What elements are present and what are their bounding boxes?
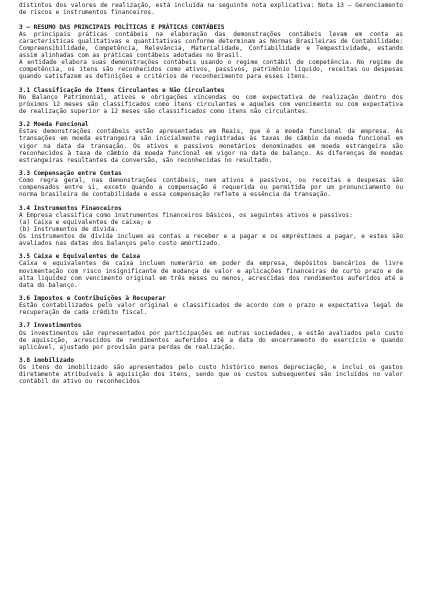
section-3-heading: 3 – RESUMO DAS PRINCIPAIS POLÍTICAS E PRÁTICAS CONTÁBEIS bbox=[19, 23, 225, 31]
section-3-4-heading: 3.4 Instrumentos Financeiros bbox=[19, 204, 122, 212]
section-3-4-paragraph-1: A Empresa classifica como instrumentos financeiros básicos, os seguintes ativos e passivos: bbox=[19, 211, 353, 219]
section-3-3-heading: 3.3 Compensação entre Contas bbox=[19, 170, 122, 178]
section-3-paragraph-2: A entidade elabora suas demonstrações contábeis usando o regime contábil de competência. No regime de competência, os itens são reconhecidos como ativos, passivos, patrimônio líquido, receitas ou despesas quando satisfazem as definições e critérios de reconhecimento para esses itens. bbox=[19, 59, 403, 81]
section-3-2-heading: 3.2 Moeda Funcional bbox=[19, 121, 89, 129]
section-3-2-paragraph: Estas demonstrações contábeis estão apresentadas em Reais, que é a moeda funcional da empresa. As transações em moeda estrangeira são inicialmente registradas às taxas de câmbio da moeda funcional em vigor na data da transação. Os ativos e passivos monetários denominados em moeda estrangeira são reconhecidos à taxa de câmbio da moeda funcional em vigor na data de balanço. As diferenças de moedas estrangeiras resultantes da conversão, são reconhecidas no resultado. bbox=[19, 128, 403, 164]
section-3-8-heading: 3.8 imobilizado bbox=[19, 357, 75, 365]
section-3-4-paragraph-2: Os instrumentos de dívida incluem as contas a receber e a pagar e os empréstimos a pagar, e estes são avaliados nas datas dos balanços pelo custo amortizado. bbox=[19, 232, 403, 248]
section-3-4-list-item-a: (a) Caixa e equivalentes de caixa; e bbox=[19, 218, 152, 226]
section-3-paragraph-1: As principais práticas contábeis na elaboração das demonstrações contábeis levam em conta as características qualitativas e quantitativas conforme determinam as Normas Brasileiras de Contabilidade: Compreensibilidade, Competência, Relevância, Materialidade, Confiabilidade e Tempestividade, estando assim alinhadas com as práticas contábeis adotadas no Brasil. bbox=[19, 30, 403, 60]
section-3-4-list-item-b: (b) Instrumentos de dívida. bbox=[19, 225, 119, 233]
section-3-6-paragraph: Estão contabilizados pelo valor original e classificados de acordo com o prazo e expectativa legal de recuperação de cada crédito fiscal. bbox=[19, 302, 403, 317]
note-13-reference: distintos dos valores de realização, está incluída na seguinte nota explicativa: Nota 13 – Gerenciamento de riscos e instrumentos financeiros. bbox=[19, 2, 403, 17]
section-3-7-heading: 3.7 Investimentos bbox=[19, 322, 82, 330]
section-3-6-heading: 3.6 Impostos e Contribuições à Recuperar bbox=[19, 295, 166, 302]
section-3-1-paragraph: No Balanço Patrimonial, ativos e obrigações vincendas ou com expectativa de realização dentro dos próximos 12 meses são classificados como itens circulantes e aqueles com vencimento ou com expectativa de realização superior a 12 meses são classificados como itens não circulantes. bbox=[19, 93, 403, 115]
section-3-3-paragraph: Como regra geral, nas demonstrações contábeis, nem ativos e passivos, ou receitas e despesas são compensados entre si, exceto quando a compensação é requerida ou permitida por um pronunciamento ou norma brasileira de contabilidade e essa compensação reflete a essência da transação. bbox=[19, 177, 403, 199]
section-3-7-paragraph: Os investimentos são representados por participações em outras sociedades, e estão avaliados pelo custo de aquisição, acrescidos de rendimentos auferidos até a data do encerramento do exercício e quando aplicável, ajustado por provisão para perdas de realização. bbox=[19, 329, 403, 351]
section-3-5-heading: 3.5 Caixa e Equivalentes de Caixa bbox=[19, 253, 141, 261]
section-3-1-heading: 3.1 Classificação de Itens Circulantes e Não Circulantes bbox=[19, 86, 225, 94]
section-3-8-paragraph: Os itens do imobilizado são apresentados pelo custo histórico menos depreciação, e inclui os gastos diretamente atribuíveis à aquisição dos itens, sendo que os custos subsequentes são incluídos no valor contábil do ativo ou reconhecidos bbox=[19, 364, 403, 386]
section-3-5-paragraph: Caixa e equivalentes de caixa incluem numerário em poder da empresa, depósitos bancários de livre movimentação com risco insignificante de mudança de valor e aplicações financeiras de curto prazo e de alta liquidez com vencimento original em três meses ou menos, acrescidas dos rendimentos auferidos até a data do balanço. bbox=[19, 260, 403, 289]
